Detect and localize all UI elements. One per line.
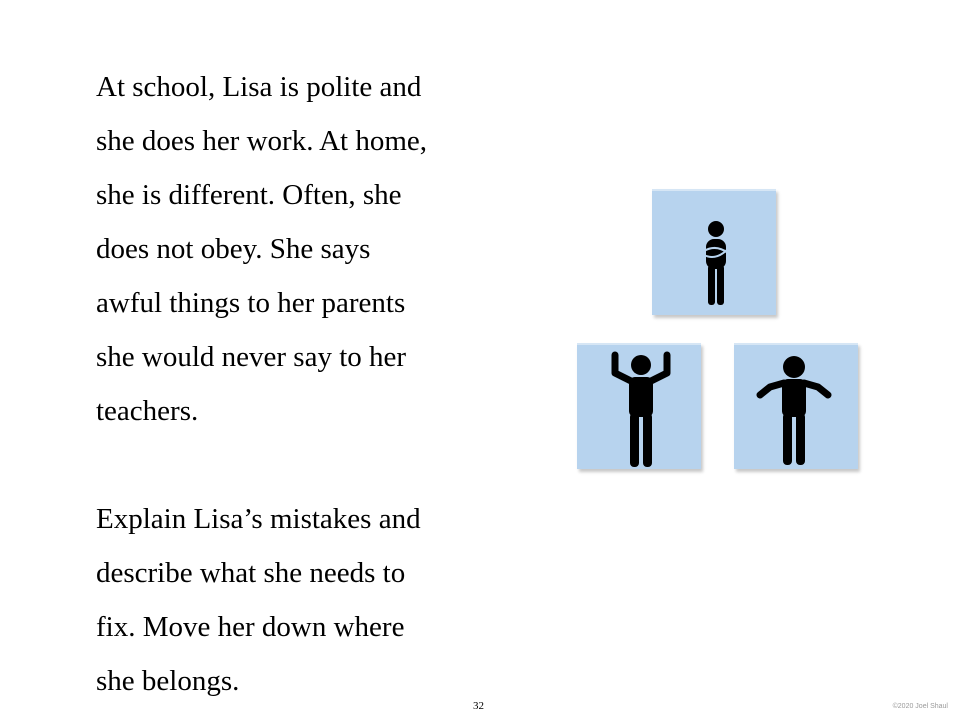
text-line: At school, Lisa is polite and bbox=[96, 71, 422, 103]
text-line: does not obey. She says bbox=[96, 233, 371, 265]
copyright-notice: ©2020 Joel Shaul bbox=[892, 703, 948, 710]
page-number: 32 bbox=[473, 700, 484, 712]
lesson-text bbox=[96, 60, 536, 708]
text-line: teachers. bbox=[96, 395, 199, 427]
arms-raised-figure-icon bbox=[577, 345, 701, 469]
text-line: she would never say to her bbox=[96, 341, 407, 373]
text-line: describe what she needs to bbox=[96, 557, 406, 589]
instruction-paragraph bbox=[96, 492, 536, 708]
paragraph-spacer bbox=[96, 438, 536, 492]
text-line: she does her work. At home, bbox=[96, 125, 428, 157]
scenario-paragraph bbox=[96, 60, 536, 438]
text-line: she is different. Often, she bbox=[96, 179, 402, 211]
figure-card-arms-raised[interactable] bbox=[577, 343, 701, 469]
arms-crossed-figure-icon bbox=[652, 191, 776, 315]
text-line: awful things to her parents bbox=[96, 287, 406, 319]
text-line: fix. Move her down where bbox=[96, 611, 405, 643]
text-line: Explain Lisa’s mistakes and bbox=[96, 503, 421, 535]
shrugging-figure-icon bbox=[734, 345, 858, 469]
text-line: she belongs. bbox=[96, 665, 240, 697]
figure-card-arms-crossed[interactable] bbox=[652, 189, 776, 315]
figure-card-shrugging[interactable] bbox=[734, 343, 858, 469]
